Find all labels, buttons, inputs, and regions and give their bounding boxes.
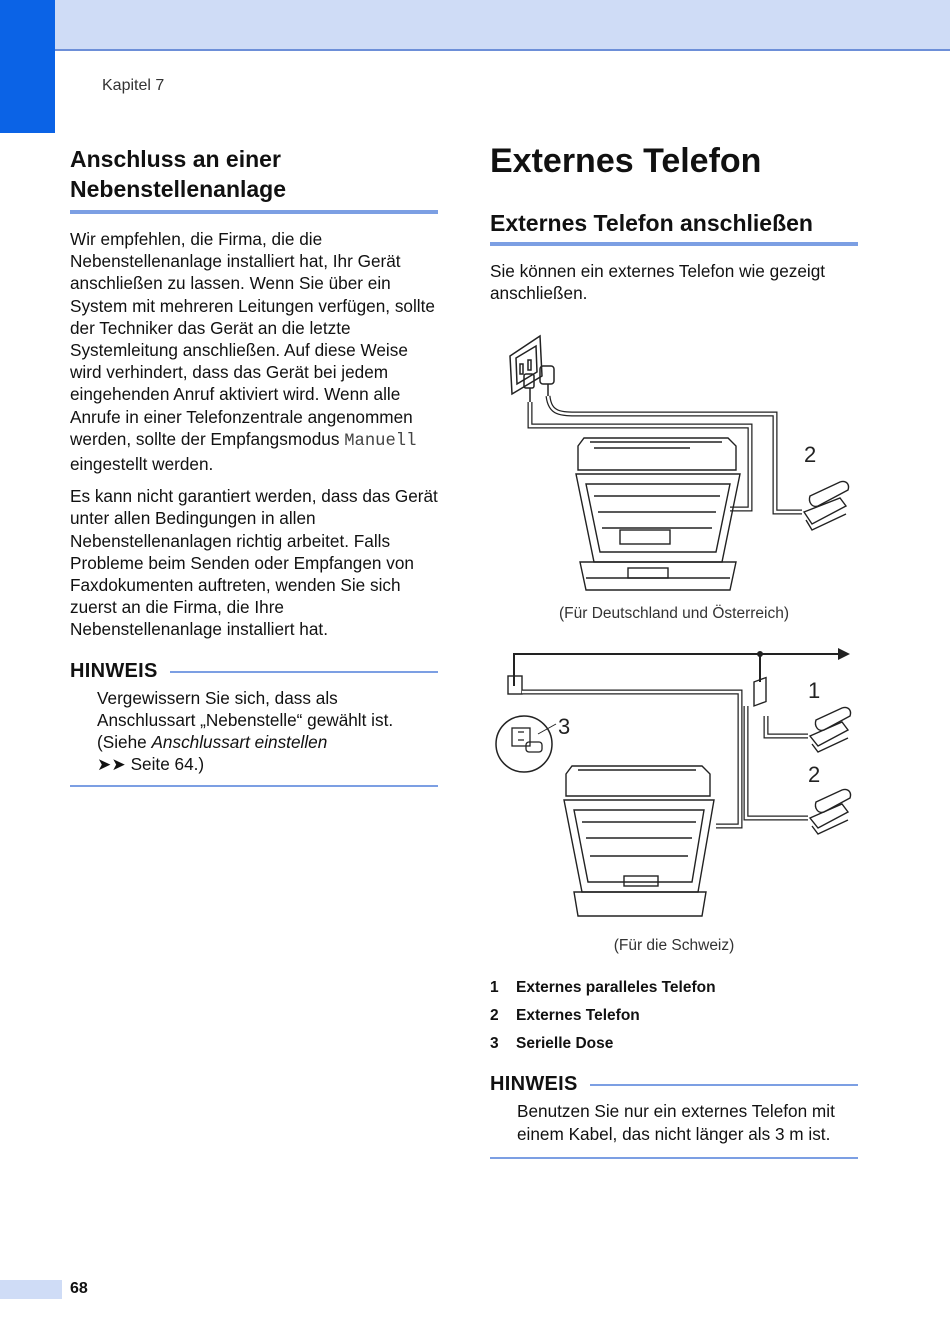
double-arrow-icon: ➤➤ (97, 754, 126, 775)
connection-diagram-2 (490, 646, 858, 928)
intro-text: Sie können ein externes Telefon wie gezeigt anschließen. (490, 261, 826, 304)
machine-cable (530, 402, 750, 509)
label-2: 2 (804, 442, 817, 468)
legend-list (490, 974, 858, 1058)
section-heading-pbx: Anschluss an einer Nebenstellenanlage (70, 144, 438, 214)
diagram-switzerland (490, 646, 858, 958)
machine-icon (564, 766, 714, 916)
label-1: 1 (808, 678, 821, 704)
telephone-icon (810, 790, 851, 835)
paragraph-guarantee: Es kann nicht garantiert werden, dass das Gerät unter allen Bedingungen in allen Nebenstellenanlagen richtig arbeitet. Falls Probleme beim Senden oder Empfangen von Faxdokumenten auftreten, wenden Sie sich zuerst an die Firma, die Ihre Nebenstellenanlage installiert hat. (70, 486, 438, 640)
chapter-label: Kapitel 7 (102, 77, 165, 94)
note-text: Benutzen Sie nur ein externes Telefon mit einem Kabel, das nicht länger als 3 m ist. (517, 1101, 835, 1144)
label-2: 2 (808, 762, 821, 788)
wall-socket-icon (510, 336, 554, 402)
zoom-circle (496, 716, 552, 772)
paragraph-recommendation: Wir empfehlen, die Firma, die die Nebenstellenanlage installiert hat, Ihr Gerät anschließen zu lassen. Wenn Sie über ein System mit mehreren Leitungen verfügen, sollte der Techniker das Gerät an die letzte Systemleitung anschließen. Auf diese Weise wird verhindert, dass das Gerät bei jedem eingehenden Anruf aktiviert wird. Wenn alle Anrufe in einer Telefonzentrale angenommen werden, sollte der Empfangsmodus Manuell eingestellt werden. (70, 229, 435, 475)
caption-germany-austria: (Für Deutschland und Österreich) (558, 605, 789, 623)
right-column (490, 140, 858, 1159)
chapter-side-tab (0, 0, 55, 133)
cross-reference-link[interactable]: Anschlussart einstellen (151, 732, 328, 753)
legend-item: 2 Externes Telefon (490, 1007, 640, 1025)
caption-switzerland: (Für die Schweiz) (613, 937, 735, 955)
telephone-icon (804, 482, 849, 531)
note-box-cable (490, 1072, 858, 1158)
section-heading-connect: Externes Telefon anschließen (490, 208, 858, 246)
note-title: HINWEIS (490, 1073, 578, 1096)
left-column (70, 144, 438, 787)
connection-diagram-1 (490, 334, 858, 596)
arrow-head-icon (838, 648, 850, 660)
note-bottom-rule (490, 1157, 858, 1159)
label-3: 3 (558, 714, 571, 740)
page-title: Externes Telefon (490, 142, 762, 180)
machine-icon (576, 438, 740, 590)
diagram-germany-austria (490, 334, 858, 624)
note-box-pbx (70, 659, 438, 788)
note-bottom-rule (70, 785, 438, 787)
legend-item: 1 Externes paralleles Telefon (490, 979, 716, 997)
note-rule (170, 671, 438, 673)
note-rule (590, 1084, 858, 1086)
page-number-band (0, 1280, 62, 1299)
note-text: Vergewissern Sie sich, dass als Anschlussart „Nebenstelle“ gewählt ist. (Siehe Anschlussart einstellen ➤➤ Seite 64.) (97, 687, 394, 775)
parallel-telephone-icon (810, 708, 851, 753)
line-arrow (514, 654, 840, 686)
legend-item: 3 Serielle Dose (490, 1035, 614, 1053)
receive-mode-value: Manuell (344, 431, 417, 451)
note-title: HINWEIS (70, 659, 158, 682)
top-header-band (0, 0, 950, 51)
page-number: 68 (70, 1280, 88, 1297)
